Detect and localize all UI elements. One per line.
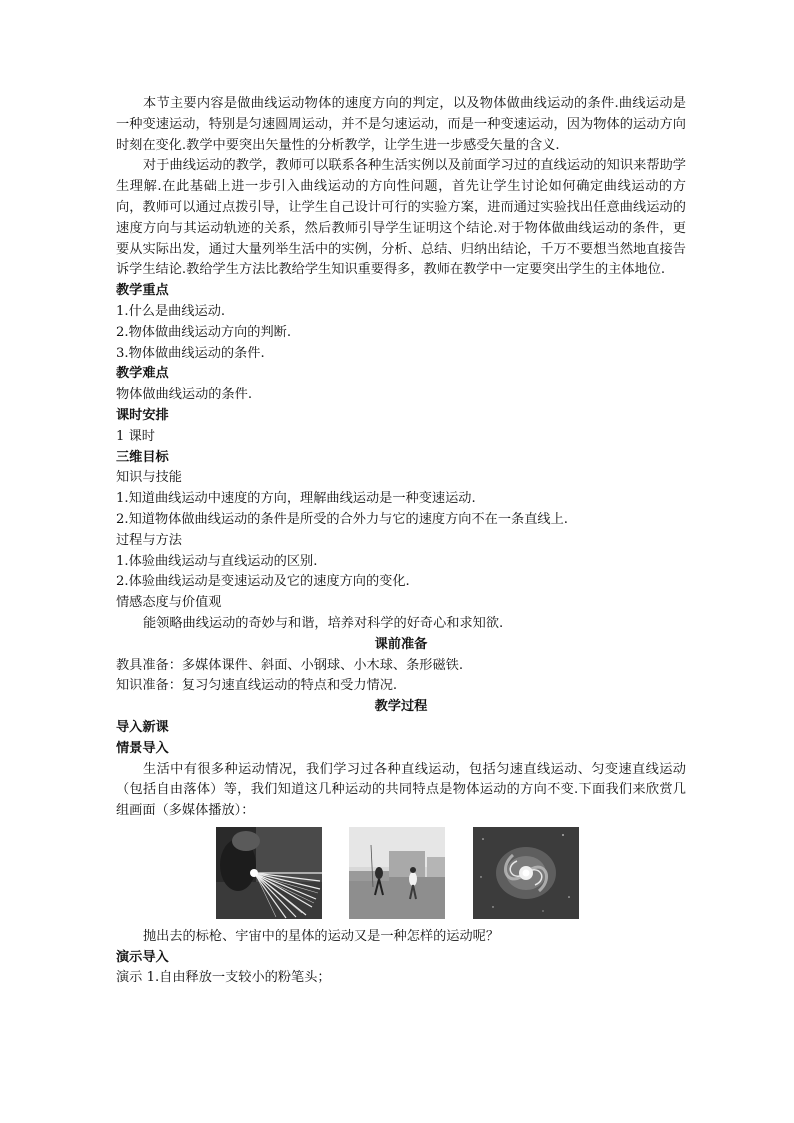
attitude-values-text: 能领略曲线运动的奇妙与和谐，培养对科学的好奇心和求知欲. [143, 615, 504, 631]
goal-item: 1.知道曲线运动中速度的方向，理解曲线运动是一种变速运动. [116, 491, 476, 507]
photo-strip [116, 825, 686, 925]
goal-item: 1.体验曲线运动与直线运动的区别. [116, 553, 318, 569]
goal-item: 2.知道物体做曲线运动的条件是所受的合外力与它的速度方向不在一条直线上. [116, 511, 568, 527]
key-point-item: 2.物体做曲线运动方向的判断. [116, 324, 292, 340]
javelin-throw-photo [349, 827, 445, 919]
difficulty-text: 物体做曲线运动的条件. [116, 387, 253, 403]
scene-intro-heading: 情景导入 [116, 740, 169, 756]
question-text: 抛出去的标枪、宇宙中的星体的运动又是一种怎样的运动呢？ [143, 928, 500, 944]
key-point-item: 3.物体做曲线运动的条件. [116, 345, 265, 361]
demo-text: 演示 1.自由释放一支较小的粉笔头； [116, 970, 331, 986]
goal-item: 2.体验曲线运动是变速运动及它的速度方向的变化. [116, 574, 410, 590]
attitude-values-title: 情感态度与价值观 [116, 595, 222, 611]
demo-intro-heading: 演示导入 [116, 949, 169, 965]
knowledge-skills-title: 知识与技能 [116, 470, 182, 486]
key-points-heading: 教学重点 [116, 283, 169, 299]
difficulty-heading: 教学难点 [116, 366, 169, 382]
new-lesson-heading: 导入新课 [116, 719, 169, 735]
document-page [116, 94, 686, 989]
process-method-title: 过程与方法 [116, 532, 182, 548]
key-point-item: 1.什么是曲线运动. [116, 303, 226, 319]
intro-paragraph-2: 对于曲线运动的教学，教师可以联系各种生活实例以及前面学习过的直线运动的知识来帮助学生理解.在此基础上进一步引入曲线运动的方向性问题，首先让学生讨论如何确定曲线运动的方向，教师可以通过点拨引导，让学生自己设计可行的实验方案，进而通过实验找出任意曲线运动的速度方向与其运动轨迹的关系，然后教师引导学生证明这个结论.对于物体做曲线运动的条件，更要从实际出发，通过大量列举生活中的实例，分析、总结、归纳出结论，千万不要想当然地直接告诉学生结论.教给学生方法比教给学生知识重要得多，教师在教学中一定要突出学生的主体地位. [116, 158, 686, 278]
tools-preparation: 教具准备：多媒体课件、斜面、小钢球、小木球、条形磁铁. [116, 657, 464, 673]
schedule-text: 1 课时 [116, 428, 155, 444]
grinding-sparks-photo [216, 827, 322, 919]
intro-paragraph-1: 本节主要内容是做曲线运动物体的速度方向的判定，以及物体做曲线运动的条件.曲线运动是一种变速运动，特别是匀速圆周运动，并不是匀速运动，而是一种变速运动，因为物体的运动方向时刻在变化.教学中要突出矢量性的分析教学，让学生进一步感受矢量的含义. [116, 96, 686, 153]
teaching-process-heading: 教学过程 [374, 699, 428, 715]
preparation-heading: 课前准备 [374, 636, 428, 652]
spiral-galaxy-photo [473, 827, 579, 919]
schedule-heading: 课时安排 [116, 407, 169, 423]
goals-heading: 三维目标 [116, 449, 169, 465]
scene-intro-text: 生活中有很多种运动情况，我们学习过各种直线运动，包括匀速直线运动、匀变速直线运动（包括自由落体）等，我们知道这几种运动的共同特点是物体运动的方向不变.下面我们来欣赏几组画面（多媒体播放）： [116, 761, 686, 819]
knowledge-preparation: 知识准备：复习匀速直线运动的特点和受力情况. [116, 678, 398, 694]
